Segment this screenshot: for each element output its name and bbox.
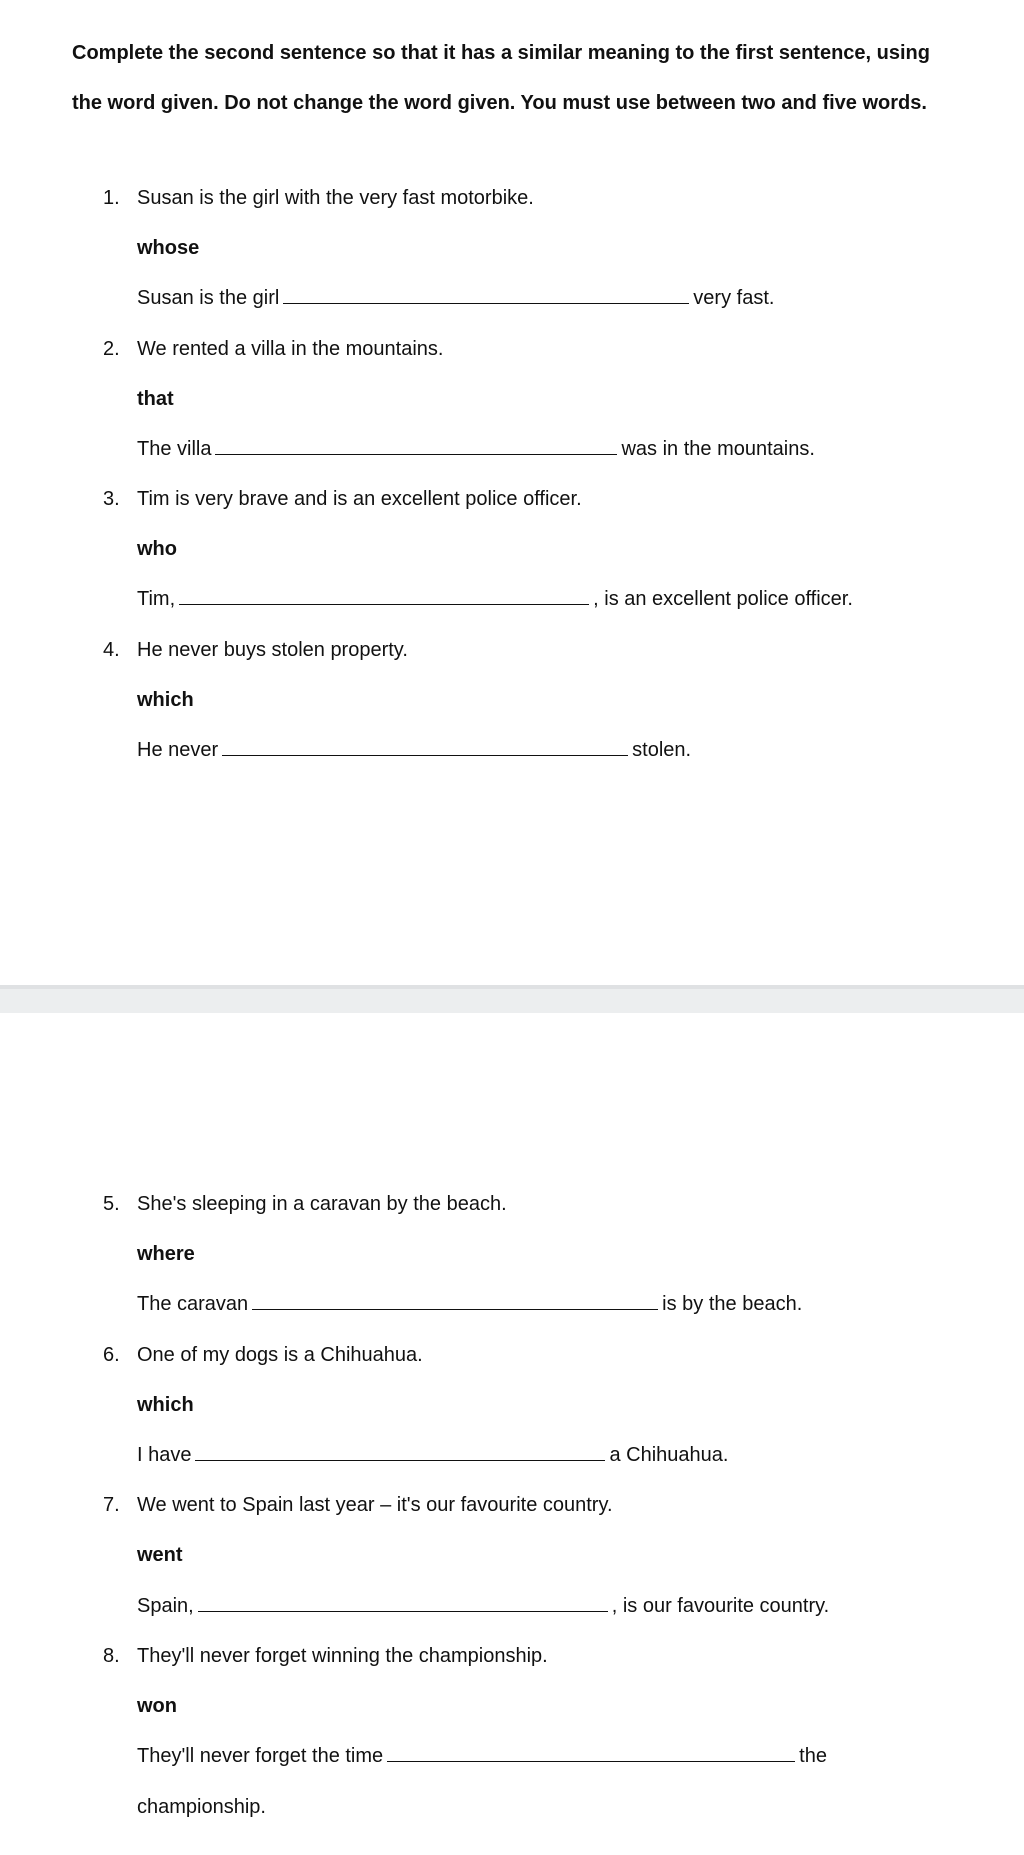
answer-blank[interactable] <box>195 1442 605 1461</box>
answer-prefix: Spain, <box>137 1595 194 1617</box>
answer-prefix: The caravan <box>137 1293 249 1315</box>
answer-blank[interactable] <box>387 1743 795 1762</box>
original-sentence: He never buys stolen property. <box>137 639 408 661</box>
original-sentence: One of my dogs is a Chihuahua. <box>137 1344 423 1366</box>
answer-prefix: He never <box>137 739 219 761</box>
answer-suffix: the <box>799 1745 827 1767</box>
question-1-sentence <box>103 185 534 211</box>
question-6-sentence <box>103 1342 423 1368</box>
answer-suffix: , is an excellent police officer. <box>593 588 853 610</box>
question-4-sentence <box>103 637 408 663</box>
answer-blank[interactable] <box>222 737 628 756</box>
original-sentence: She's sleeping in a caravan by the beach. <box>137 1193 507 1215</box>
answer-suffix: very fast. <box>693 287 775 309</box>
answer-prefix: They'll never forget the time <box>137 1745 384 1767</box>
question-2-keyword: that <box>137 388 174 410</box>
question-6-keyword: which <box>137 1394 194 1416</box>
answer-blank[interactable] <box>252 1291 658 1310</box>
question-3-answer-line <box>137 586 853 612</box>
question-5-sentence <box>103 1191 507 1217</box>
answer-blank[interactable] <box>198 1593 608 1612</box>
answer-prefix: Tim, <box>137 588 176 610</box>
original-sentence: Tim is very brave and is an excellent police officer. <box>137 488 582 510</box>
question-4-answer-line <box>137 737 691 763</box>
question-8-answer-continued: championship. <box>137 1796 266 1818</box>
question-6-answer-line <box>137 1442 728 1468</box>
question-8-keyword: won <box>137 1695 177 1717</box>
page-break <box>0 985 1024 1013</box>
question-number: 1. <box>103 187 120 209</box>
answer-suffix: a Chihuahua. <box>609 1444 729 1466</box>
question-7-keyword: went <box>137 1544 183 1566</box>
question-number: 2. <box>103 338 120 360</box>
answer-suffix: , is our favourite country. <box>611 1595 830 1617</box>
question-8-answer-line <box>137 1743 827 1769</box>
question-7-answer-line <box>137 1593 829 1619</box>
worksheet-page-2 <box>0 1013 1024 1855</box>
question-5-keyword: where <box>137 1243 195 1265</box>
original-sentence: We went to Spain last year – it's our favourite country. <box>137 1494 613 1516</box>
answer-prefix: The villa <box>137 438 212 460</box>
question-number: 6. <box>103 1344 120 1366</box>
question-1-keyword: whose <box>137 237 200 259</box>
original-sentence: We rented a villa in the mountains. <box>137 338 444 360</box>
question-number: 3. <box>103 488 120 510</box>
answer-prefix: I have <box>137 1444 192 1466</box>
answer-suffix: stolen. <box>632 739 692 761</box>
question-number: 8. <box>103 1645 120 1667</box>
question-2-answer-line <box>137 436 815 462</box>
answer-suffix: was in the mountains. <box>621 438 815 460</box>
original-sentence: Susan is the girl with the very fast motorbike. <box>137 187 534 209</box>
answer-blank[interactable] <box>283 285 689 304</box>
question-4-keyword: which <box>137 689 194 711</box>
question-3-keyword: who <box>137 538 177 560</box>
answer-prefix: Susan is the girl <box>137 287 280 309</box>
answer-blank[interactable] <box>179 586 589 605</box>
question-number: 4. <box>103 639 120 661</box>
answer-blank[interactable] <box>215 436 617 455</box>
question-8-sentence <box>103 1643 548 1669</box>
question-number: 5. <box>103 1193 120 1215</box>
question-3-sentence <box>103 486 582 512</box>
question-1-answer-line <box>137 285 774 311</box>
question-5-answer-line <box>137 1291 802 1317</box>
question-2-sentence <box>103 336 443 362</box>
question-number: 7. <box>103 1494 120 1516</box>
original-sentence: They'll never forget winning the championship. <box>137 1645 548 1667</box>
question-7-sentence <box>103 1492 613 1518</box>
answer-suffix: is by the beach. <box>662 1293 803 1315</box>
instructions: Complete the second sentence so that it has a similar meaning to the first sentence, using the word given. Do not change the word given. You must use between two and five words. <box>72 42 930 114</box>
